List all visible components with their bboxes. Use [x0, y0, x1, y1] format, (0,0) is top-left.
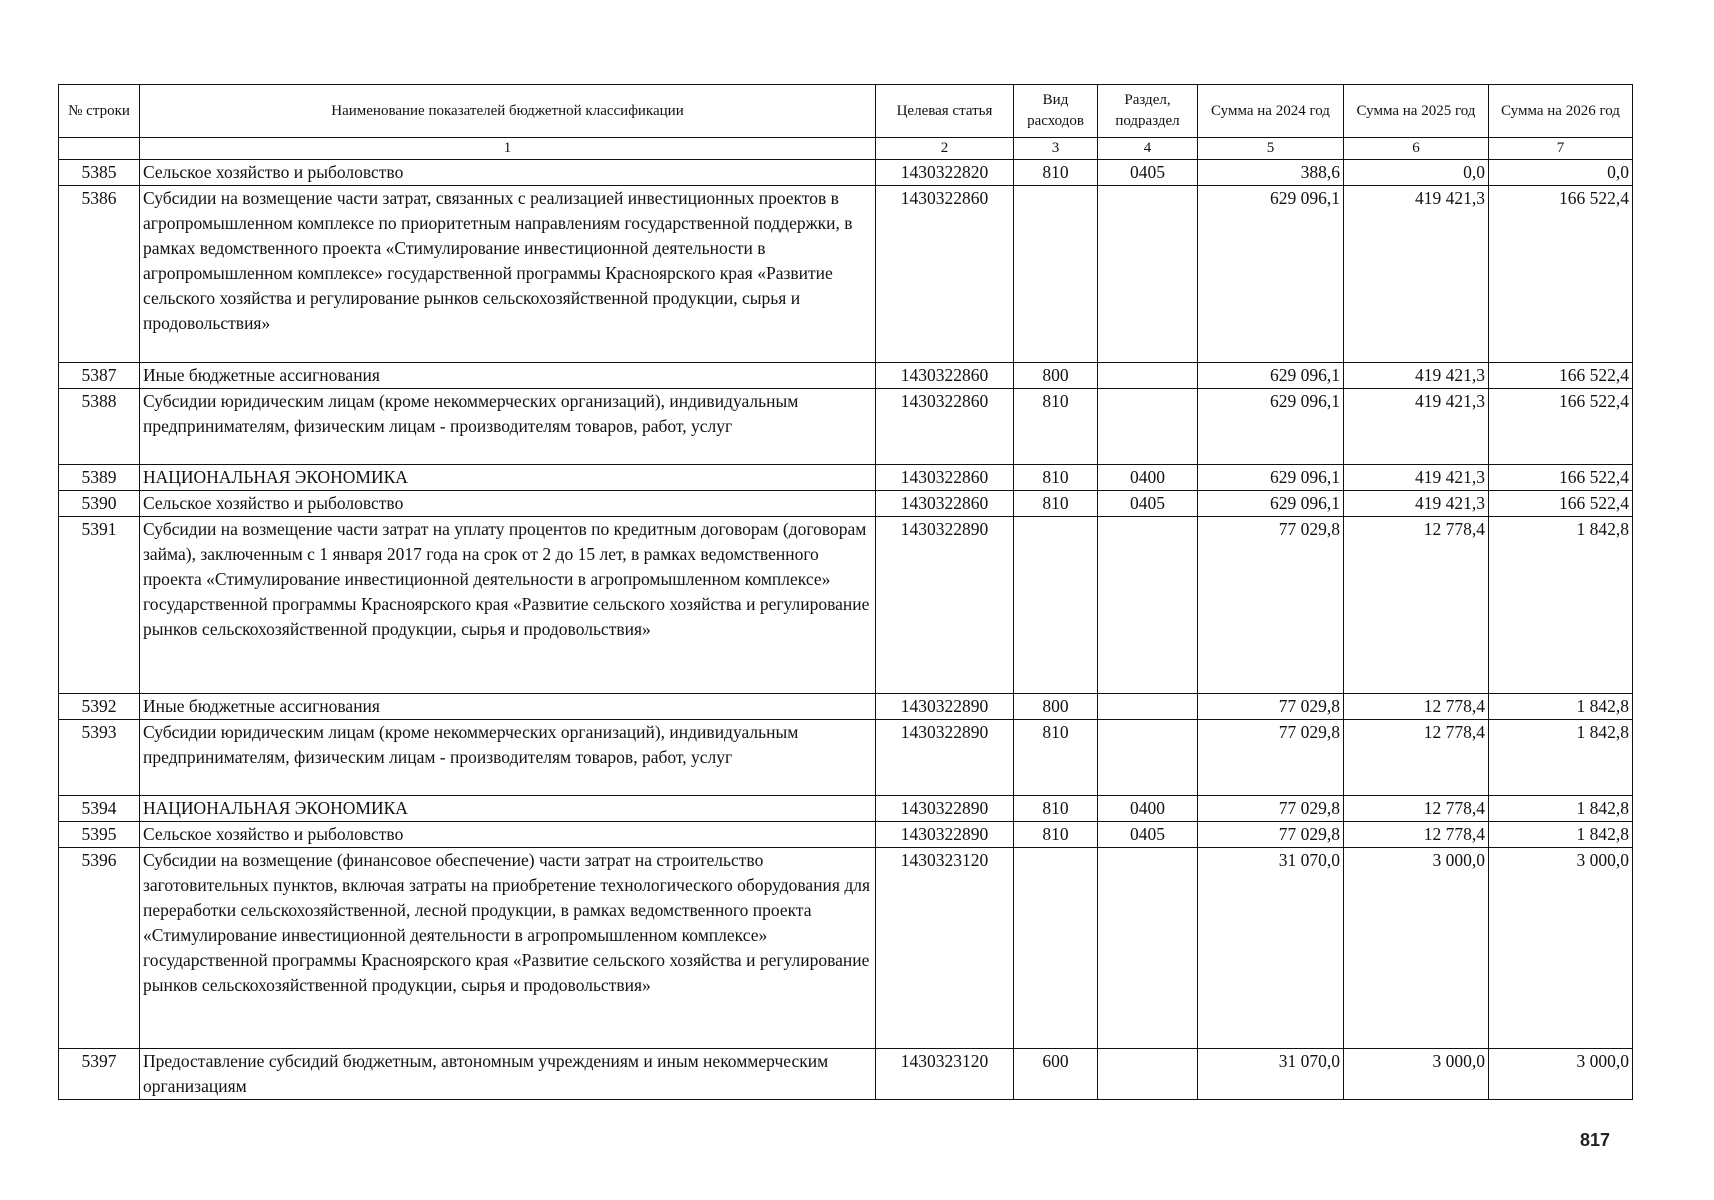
- column-number: 1: [140, 138, 876, 160]
- row-exp-type: 810: [1014, 720, 1098, 796]
- row-section: [1098, 720, 1198, 796]
- table-row: [59, 363, 1633, 389]
- table-row: [59, 160, 1633, 186]
- row-sum-2024: 629 096,1: [1198, 491, 1344, 517]
- table-row: [59, 491, 1633, 517]
- header-target: Целевая статья: [876, 85, 1014, 138]
- row-name: Иные бюджетные ассигнования: [140, 694, 876, 720]
- table-row: [59, 694, 1633, 720]
- row-sum-2024: 77 029,8: [1198, 517, 1344, 694]
- column-number: 7: [1489, 138, 1633, 160]
- row-target: 1430322860: [876, 465, 1014, 491]
- row-exp-type: 600: [1014, 1049, 1098, 1100]
- row-exp-type: 810: [1014, 822, 1098, 848]
- row-section: [1098, 1049, 1198, 1100]
- column-number-row: [59, 138, 1633, 160]
- row-name: Сельское хозяйство и рыболовство: [140, 822, 876, 848]
- row-number: 5386: [59, 186, 140, 363]
- header-sum-2024: Сумма на 2024 год: [1198, 85, 1344, 138]
- row-target: 1430322890: [876, 822, 1014, 848]
- table-row: [59, 1049, 1633, 1100]
- header-sum-2025: Сумма на 2025 год: [1344, 85, 1489, 138]
- row-target: 1430323120: [876, 1049, 1014, 1100]
- row-section: 0400: [1098, 796, 1198, 822]
- row-name: Сельское хозяйство и рыболовство: [140, 491, 876, 517]
- row-target: 1430322860: [876, 491, 1014, 517]
- row-sum-2024: 629 096,1: [1198, 465, 1344, 491]
- row-sum-2025: 0,0: [1344, 160, 1489, 186]
- row-name: Субсидии юридическим лицам (кроме некоммерческих организаций), индивидуальным предпринимателям, физическим лицам - производителям товаров, работ, услуг: [140, 389, 876, 465]
- row-name: Субсидии юридическим лицам (кроме некоммерческих организаций), индивидуальным предпринимателям, физическим лицам - производителям товаров, работ, услуг: [140, 720, 876, 796]
- column-number: [59, 138, 140, 160]
- row-section: [1098, 694, 1198, 720]
- row-sum-2025: 3 000,0: [1344, 1049, 1489, 1100]
- row-exp-type: 810: [1014, 389, 1098, 465]
- row-number: 5392: [59, 694, 140, 720]
- row-sum-2026: 1 842,8: [1489, 720, 1633, 796]
- row-name: Субсидии на возмещение (финансовое обеспечение) части затрат на строительство заготовительных пунктов, включая затраты на приобретение технологического оборудования для переработки сельскохозяйственной, лесной продукции, в рамках ведомственного проекта «Стимулирование инвестиционной деятельности в агропромышленном комплексе» государственной программы Красноярского края «Развитие сельского хозяйства и регулирование рынков сельскохозяйственной продукции, сырья и продовольствия»: [140, 848, 876, 1049]
- row-exp-type: 810: [1014, 160, 1098, 186]
- table-row: [59, 517, 1633, 694]
- row-name: Иные бюджетные ассигнования: [140, 363, 876, 389]
- row-sum-2026: 3 000,0: [1489, 1049, 1633, 1100]
- row-sum-2026: 1 842,8: [1489, 796, 1633, 822]
- row-sum-2024: 77 029,8: [1198, 822, 1344, 848]
- table-row: [59, 796, 1633, 822]
- row-sum-2026: 166 522,4: [1489, 389, 1633, 465]
- row-sum-2024: 77 029,8: [1198, 720, 1344, 796]
- row-sum-2024: 388,6: [1198, 160, 1344, 186]
- row-sum-2026: 0,0: [1489, 160, 1633, 186]
- row-name: Предоставление субсидий бюджетным, автономным учреждениям и иным некоммерческим организациям: [140, 1049, 876, 1100]
- row-name: Субсидии на возмещение части затрат, связанных с реализацией инвестиционных проектов в агропромышленном комплексе по приоритетным направлениям государственной поддержки, в рамках ведомственного проекта «Стимулирование инвестиционной деятельности в агропромышленном комплексе» государственной программы Красноярского края «Развитие сельского хозяйства и регулирование рынков сельскохозяйственной продукции, сырья и продовольствия»: [140, 186, 876, 363]
- row-number: 5396: [59, 848, 140, 1049]
- row-sum-2026: 1 842,8: [1489, 822, 1633, 848]
- row-exp-type: 810: [1014, 796, 1098, 822]
- row-number: 5391: [59, 517, 140, 694]
- table-row: [59, 186, 1633, 363]
- row-sum-2024: 629 096,1: [1198, 389, 1344, 465]
- row-number: 5390: [59, 491, 140, 517]
- row-exp-type: 810: [1014, 465, 1098, 491]
- row-section: [1098, 517, 1198, 694]
- header-row: [59, 85, 1633, 138]
- row-section: 0400: [1098, 465, 1198, 491]
- row-section: [1098, 363, 1198, 389]
- row-number: 5397: [59, 1049, 140, 1100]
- row-exp-type: [1014, 848, 1098, 1049]
- row-target: 1430322890: [876, 720, 1014, 796]
- row-number: 5393: [59, 720, 140, 796]
- row-name: НАЦИОНАЛЬНАЯ ЭКОНОМИКА: [140, 465, 876, 491]
- column-number: 3: [1014, 138, 1098, 160]
- row-section: [1098, 389, 1198, 465]
- row-target: 1430322890: [876, 517, 1014, 694]
- row-sum-2025: 12 778,4: [1344, 796, 1489, 822]
- table-row: [59, 389, 1633, 465]
- row-target: 1430322860: [876, 186, 1014, 363]
- row-exp-type: 800: [1014, 363, 1098, 389]
- row-sum-2025: 419 421,3: [1344, 491, 1489, 517]
- row-number: 5385: [59, 160, 140, 186]
- header-row-no: № строки: [59, 85, 140, 138]
- table-row: [59, 720, 1633, 796]
- row-sum-2026: 1 842,8: [1489, 517, 1633, 694]
- row-target: 1430322890: [876, 694, 1014, 720]
- header-section: Раздел, подраздел: [1098, 85, 1198, 138]
- table-row: [59, 848, 1633, 1049]
- row-sum-2026: 166 522,4: [1489, 186, 1633, 363]
- row-sum-2025: 12 778,4: [1344, 720, 1489, 796]
- row-exp-type: 810: [1014, 491, 1098, 517]
- row-number: 5388: [59, 389, 140, 465]
- column-number: 2: [876, 138, 1014, 160]
- row-sum-2024: 31 070,0: [1198, 1049, 1344, 1100]
- row-number: 5387: [59, 363, 140, 389]
- row-target: 1430322820: [876, 160, 1014, 186]
- row-sum-2025: 419 421,3: [1344, 389, 1489, 465]
- row-sum-2025: 419 421,3: [1344, 186, 1489, 363]
- table-row: [59, 465, 1633, 491]
- row-name: Сельское хозяйство и рыболовство: [140, 160, 876, 186]
- row-section: [1098, 848, 1198, 1049]
- row-sum-2024: 629 096,1: [1198, 186, 1344, 363]
- row-target: 1430323120: [876, 848, 1014, 1049]
- row-sum-2026: 3 000,0: [1489, 848, 1633, 1049]
- column-number: 4: [1098, 138, 1198, 160]
- row-target: 1430322860: [876, 389, 1014, 465]
- row-section: 0405: [1098, 491, 1198, 517]
- row-sum-2025: 3 000,0: [1344, 848, 1489, 1049]
- row-exp-type: [1014, 517, 1098, 694]
- row-section: 0405: [1098, 822, 1198, 848]
- row-section: [1098, 186, 1198, 363]
- row-number: 5389: [59, 465, 140, 491]
- table-row: [59, 822, 1633, 848]
- row-sum-2026: 166 522,4: [1489, 491, 1633, 517]
- row-sum-2025: 12 778,4: [1344, 517, 1489, 694]
- column-number: 6: [1344, 138, 1489, 160]
- row-number: 5394: [59, 796, 140, 822]
- row-sum-2025: 419 421,3: [1344, 465, 1489, 491]
- row-name: НАЦИОНАЛЬНАЯ ЭКОНОМИКА: [140, 796, 876, 822]
- row-sum-2026: 166 522,4: [1489, 363, 1633, 389]
- budget-sheet: [58, 84, 1632, 1100]
- row-number: 5395: [59, 822, 140, 848]
- row-sum-2024: 31 070,0: [1198, 848, 1344, 1049]
- row-target: 1430322860: [876, 363, 1014, 389]
- row-exp-type: [1014, 186, 1098, 363]
- row-sum-2025: 419 421,3: [1344, 363, 1489, 389]
- row-sum-2026: 166 522,4: [1489, 465, 1633, 491]
- row-sum-2024: 77 029,8: [1198, 796, 1344, 822]
- row-section: 0405: [1098, 160, 1198, 186]
- row-exp-type: 800: [1014, 694, 1098, 720]
- header-sum-2026: Сумма на 2026 год: [1489, 85, 1633, 138]
- row-name: Субсидии на возмещение части затрат на уплату процентов по кредитным договорам (договорам займа), заключенным с 1 января 2017 года на срок от 2 до 15 лет, в рамках ведомственного проекта «Стимулирование инвестиционной деятельности в агропромышленном комплексе» государственной программы Красноярского края «Развитие сельского хозяйства и регулирование рынков сельскохозяйственной продукции, сырья и продовольствия»: [140, 517, 876, 694]
- row-sum-2025: 12 778,4: [1344, 694, 1489, 720]
- column-number: 5: [1198, 138, 1344, 160]
- row-sum-2024: 629 096,1: [1198, 363, 1344, 389]
- row-target: 1430322890: [876, 796, 1014, 822]
- page-number: 817: [1580, 1130, 1611, 1150]
- budget-table: [58, 84, 1633, 1100]
- row-sum-2026: 1 842,8: [1489, 694, 1633, 720]
- row-sum-2024: 77 029,8: [1198, 694, 1344, 720]
- header-exp-type: Вид расходов: [1014, 85, 1098, 138]
- row-sum-2025: 12 778,4: [1344, 822, 1489, 848]
- header-name: Наименование показателей бюджетной классификации: [140, 85, 876, 138]
